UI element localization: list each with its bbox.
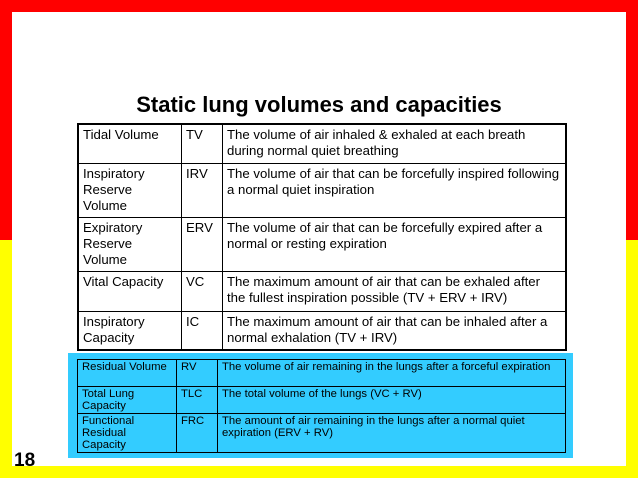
abbr-cell: VC <box>182 271 223 311</box>
term-cell: Vital Capacity <box>78 271 182 311</box>
slide-title: Static lung volumes and capacities <box>136 92 502 117</box>
table-row <box>78 217 566 271</box>
abbr-cell: RV <box>177 360 218 387</box>
abbr-cell: ERV <box>182 217 223 271</box>
description-cell: The volume of air inhaled & exhaled at each breath during normal quiet breathing <box>223 124 567 163</box>
term-cell: Tidal Volume <box>78 124 182 163</box>
abbr-cell: IC <box>182 311 223 350</box>
description-cell: The volume of air remaining in the lungs after a forceful expiration <box>218 360 566 387</box>
description-cell: The volume of air that can be forcefully inspired following a normal quiet inspiration <box>223 163 567 217</box>
table-row <box>78 311 566 350</box>
residual-table-panel <box>68 353 573 458</box>
term-cell: Expiratory Reserve Volume <box>78 217 182 271</box>
term-cell: Inspiratory Capacity <box>78 311 182 350</box>
description-cell: The amount of air remaining in the lungs after a normal quiet expiration (ERV + RV) <box>218 414 566 453</box>
table-row <box>78 360 566 387</box>
description-cell: The volume of air that can be forcefully expired after a normal or resting expiration <box>223 217 567 271</box>
description-cell: The maximum amount of air that can be inhaled after a normal exhalation (TV + IRV) <box>223 311 567 350</box>
table-row <box>78 124 566 163</box>
residual-capacities-table <box>77 359 566 453</box>
abbr-cell: TLC <box>177 387 218 414</box>
term-cell: Total Lung Capacity <box>78 387 177 414</box>
term-cell: Inspiratory Reserve Volume <box>78 163 182 217</box>
abbr-cell: TV <box>182 124 223 163</box>
table-row <box>78 271 566 311</box>
description-cell: The maximum amount of air that can be exhaled after the fullest inspiration possible (TV + ERV + IRV) <box>223 271 567 311</box>
table-row <box>78 414 566 453</box>
term-cell: Residual Volume <box>78 360 177 387</box>
lung-volumes-table <box>77 123 567 351</box>
term-cell: Functional Residual Capacity <box>78 414 177 453</box>
table-row <box>78 163 566 217</box>
page-number: 18 <box>14 450 36 471</box>
abbr-cell: IRV <box>182 163 223 217</box>
description-cell: The total volume of the lungs (VC + RV) <box>218 387 566 414</box>
abbr-cell: FRC <box>177 414 218 453</box>
table-row <box>78 387 566 414</box>
